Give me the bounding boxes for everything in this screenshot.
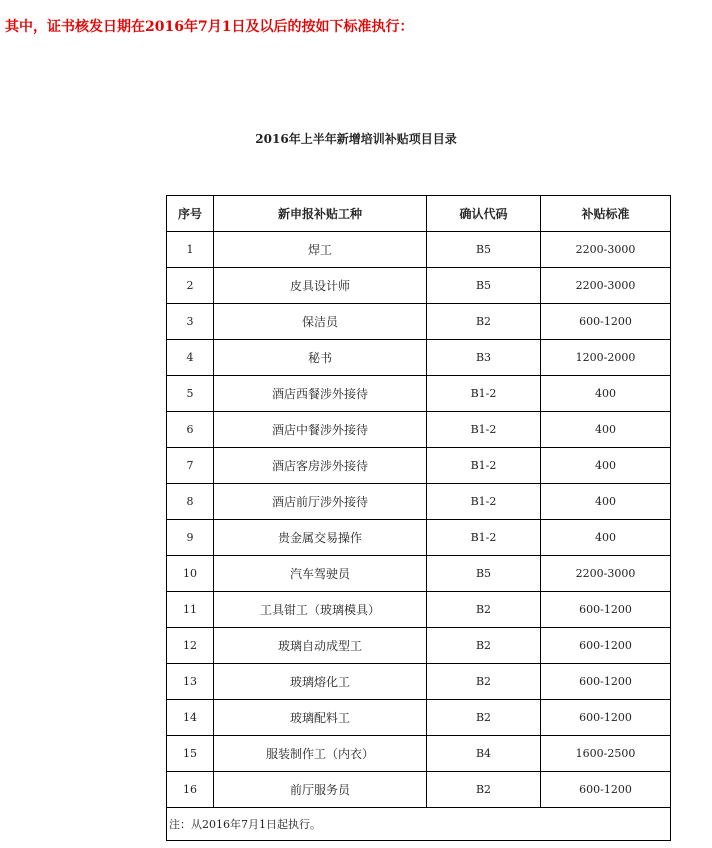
row-standard: 2200-3000 [541, 232, 671, 268]
row-standard: 600-1200 [541, 304, 671, 340]
row-code: B1-2 [427, 412, 541, 448]
row-index: 10 [167, 556, 214, 592]
row-index: 13 [167, 664, 214, 700]
row-index: 4 [167, 340, 214, 376]
row-standard: 2200-3000 [541, 268, 671, 304]
row-code: B5 [427, 232, 541, 268]
row-job: 汽车驾驶员 [214, 556, 427, 592]
table-row [167, 736, 671, 772]
row-job: 服装制作工（内衣） [214, 736, 427, 772]
row-code: B2 [427, 700, 541, 736]
row-index: 1 [167, 232, 214, 268]
row-job: 秘书 [214, 340, 427, 376]
row-code: B5 [427, 556, 541, 592]
row-code: B2 [427, 772, 541, 808]
row-index: 15 [167, 736, 214, 772]
row-standard: 1600-2500 [541, 736, 671, 772]
row-standard: 400 [541, 376, 671, 412]
row-standard: 400 [541, 412, 671, 448]
table-header [167, 196, 671, 232]
table-row [167, 556, 671, 592]
row-index: 6 [167, 412, 214, 448]
row-code: B1-2 [427, 520, 541, 556]
row-job: 酒店客房涉外接待 [214, 448, 427, 484]
row-job: 前厅服务员 [214, 772, 427, 808]
row-job: 皮具设计师 [214, 268, 427, 304]
row-index: 3 [167, 304, 214, 340]
header-job: 新申报补贴工种 [214, 196, 427, 232]
table-note: 注：从2016年7月1日起执行。 [167, 808, 671, 841]
table-row [167, 340, 671, 376]
table-row [167, 592, 671, 628]
row-standard: 400 [541, 520, 671, 556]
row-index: 7 [167, 448, 214, 484]
table-row [167, 268, 671, 304]
row-code: B2 [427, 628, 541, 664]
header-row [167, 196, 671, 232]
row-job: 玻璃自动成型工 [214, 628, 427, 664]
row-code: B5 [427, 268, 541, 304]
row-code: B2 [427, 304, 541, 340]
row-code: B4 [427, 736, 541, 772]
row-index: 16 [167, 772, 214, 808]
row-standard: 600-1200 [541, 592, 671, 628]
row-code: B2 [427, 592, 541, 628]
row-job: 玻璃配料工 [214, 700, 427, 736]
row-code: B1-2 [427, 484, 541, 520]
table-row [167, 628, 671, 664]
table-row [167, 232, 671, 268]
row-code: B1-2 [427, 448, 541, 484]
row-job: 保洁员 [214, 304, 427, 340]
row-index: 2 [167, 268, 214, 304]
row-code: B1-2 [427, 376, 541, 412]
row-job: 焊工 [214, 232, 427, 268]
table-title: 2016年上半年新增培训补贴项目目录 [255, 132, 457, 146]
row-index: 14 [167, 700, 214, 736]
row-index: 11 [167, 592, 214, 628]
row-job: 玻璃熔化工 [214, 664, 427, 700]
note-row [167, 808, 671, 841]
row-standard: 1200-2000 [541, 340, 671, 376]
row-job: 酒店西餐涉外接待 [214, 376, 427, 412]
table-row [167, 412, 671, 448]
row-code: B2 [427, 664, 541, 700]
row-standard: 600-1200 [541, 664, 671, 700]
header-standard: 补贴标准 [541, 196, 671, 232]
row-job: 酒店中餐涉外接待 [214, 412, 427, 448]
table-row [167, 664, 671, 700]
table-row [167, 520, 671, 556]
row-standard: 400 [541, 448, 671, 484]
row-code: B3 [427, 340, 541, 376]
table-row [167, 376, 671, 412]
table-row [167, 772, 671, 808]
row-standard: 600-1200 [541, 700, 671, 736]
row-index: 5 [167, 376, 214, 412]
table-row [167, 484, 671, 520]
header-index: 序号 [167, 196, 214, 232]
row-index: 8 [167, 484, 214, 520]
row-job: 酒店前厅涉外接待 [214, 484, 427, 520]
row-standard: 600-1200 [541, 772, 671, 808]
subsidy-table [166, 195, 671, 841]
row-standard: 2200-3000 [541, 556, 671, 592]
row-standard: 600-1200 [541, 628, 671, 664]
table-row [167, 304, 671, 340]
row-job: 贵金属交易操作 [214, 520, 427, 556]
row-job: 工具钳工（玻璃模具） [214, 592, 427, 628]
header-code: 确认代码 [427, 196, 541, 232]
row-index: 9 [167, 520, 214, 556]
table-row [167, 448, 671, 484]
table-body [167, 232, 671, 808]
row-index: 12 [167, 628, 214, 664]
row-standard: 400 [541, 484, 671, 520]
notice-text: 其中，证书核发日期在2016年7月1日及以后的按如下标准执行： [5, 19, 414, 35]
table-row [167, 700, 671, 736]
